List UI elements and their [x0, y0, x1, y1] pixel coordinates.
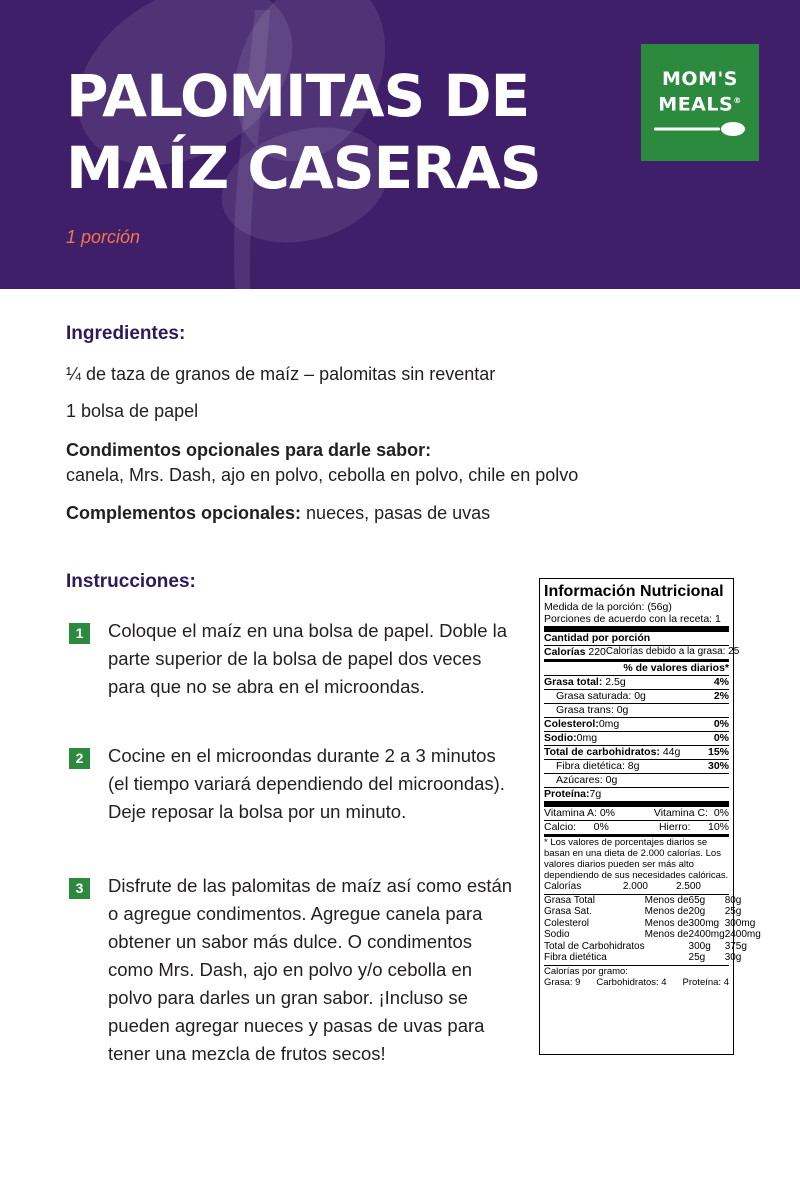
nutrient-row-carbs: Total de carbohidratos: 44g 15% — [544, 746, 729, 758]
extras-text: nueces, pasas de uvas — [301, 503, 491, 523]
spoon-icon — [654, 121, 746, 137]
dv-table-row: Grasa Sat. Menos de 20g 25g — [544, 906, 742, 917]
vitamins-row: Vitamina A: 0% Vitamina C: 0% — [544, 807, 729, 819]
step-number-badge: 3 — [69, 878, 90, 899]
calories-per-gram-row: Grasa: 9 Carbohidratos: 4 Proteína: 4 — [544, 976, 729, 988]
daily-values-table — [544, 881, 729, 893]
calories-per-gram-label: Calorías por gramo: — [544, 965, 628, 977]
step-number-badge: 1 — [69, 623, 90, 644]
instructions-heading: Instrucciones: — [66, 571, 196, 592]
nutrient-row-protein: Proteína:7g — [544, 788, 602, 800]
ingredient-item: ¼ de taza de granos de maíz – palomitas sin reventar — [66, 364, 496, 384]
nutrient-row-cholesterol: Colesterol:0mg 0% — [544, 718, 729, 730]
brand-logo — [641, 44, 759, 161]
dv-table-row: Colesterol Menos de 300mg 300mg — [544, 917, 756, 929]
nutrition-title: Información Nutricional — [544, 583, 724, 600]
nutrient-row-fiber: Fibra dietética: 8g 30% — [556, 760, 729, 772]
logo-line-1: MOM'S — [662, 68, 738, 90]
amount-per-serving: Cantidad por porción — [544, 632, 651, 644]
calories-row: Calorías 220 Calorías debido a la grasa: 25 — [544, 646, 740, 658]
serving-size: Medida de la porción: (56g) — [544, 601, 672, 613]
nutrient-row-sugars: Azúcares: 0g — [556, 774, 618, 786]
header-banner — [0, 0, 800, 289]
step-text: Disfrute de las palomitas de maíz así como están o agregue condimentos. Agregue canela para obtener un sabor más dulce. O condimentos como Mrs. Dash, ajo en polvo y/o cebolla en polvo para darles un gran sabor. ¡Incluso se pueden agregar nueces y pasas de uvas para tener una mezcla de frutos secos! — [108, 875, 513, 1064]
dv-table-row: Sodio Menos de 2400mg 2400mg — [544, 929, 761, 940]
dv-table-row: Fibra dietética 25g 30g — [544, 952, 742, 963]
servings-per-recipe: Porciones de acuerdo con la receta: 1 — [544, 613, 721, 625]
recipe-title: PALOMITAS DE MAÍZ CASERAS — [66, 62, 541, 202]
nutrient-row-trans: Grasa trans: 0g — [556, 704, 629, 716]
servings-label: 1 porción — [66, 227, 141, 247]
nutrient-row-fat: Grasa total: 2.5g 4% — [544, 676, 729, 688]
ingredients-heading: Ingredientes: — [66, 323, 186, 344]
extras-line — [66, 503, 490, 524]
nutrient-row-sodium: Sodio:0mg 0% — [544, 732, 729, 744]
step-text: Cocine en el microondas durante 2 a 3 minutos (el tiempo variará dependiendo del microondas). Deje reposar la bolsa por un minuto. — [108, 745, 505, 822]
minerals-row: Calcio: 0% Hierro: 10% — [544, 821, 729, 833]
dv-table-row: Total de Carbohidratos 300g 375g — [544, 940, 747, 952]
ingredient-item: 1 bolsa de papel — [66, 401, 199, 421]
logo-line-2: MEALS® — [658, 93, 742, 116]
dv-table-head: Calorías 2.000 2.500 — [544, 881, 701, 892]
daily-value-footnote: * Los valores de porcentajes diarios se basan en una dieta de 2.000 calorías. Los valores diarios pueden ser más alto dependiendo de sus necesidades calóricas. — [544, 837, 729, 881]
step-text: Coloque el maíz en una bolsa de papel. Doble la parte superior de la bolsa de papel dos veces para que no se abra en el microondas. — [108, 620, 508, 697]
step-number-badge: 2 — [69, 748, 90, 769]
condiments-text: canela, Mrs. Dash, ajo en polvo, cebolla en polvo, chile en polvo — [66, 465, 579, 485]
dv-table-row: Grasa Total Menos de 65g 80g — [544, 894, 742, 906]
condiments-heading: Condimentos opcionales para darle sabor: — [66, 440, 432, 460]
extras-heading: Complementos opcionales: — [66, 503, 302, 523]
daily-value-header: % de valores diarios* — [623, 662, 729, 674]
nutrient-row-sat: Grasa saturada: 0g 2% — [556, 690, 729, 702]
nutrition-facts-label — [539, 578, 761, 1055]
daily-values-table-body — [544, 895, 761, 964]
